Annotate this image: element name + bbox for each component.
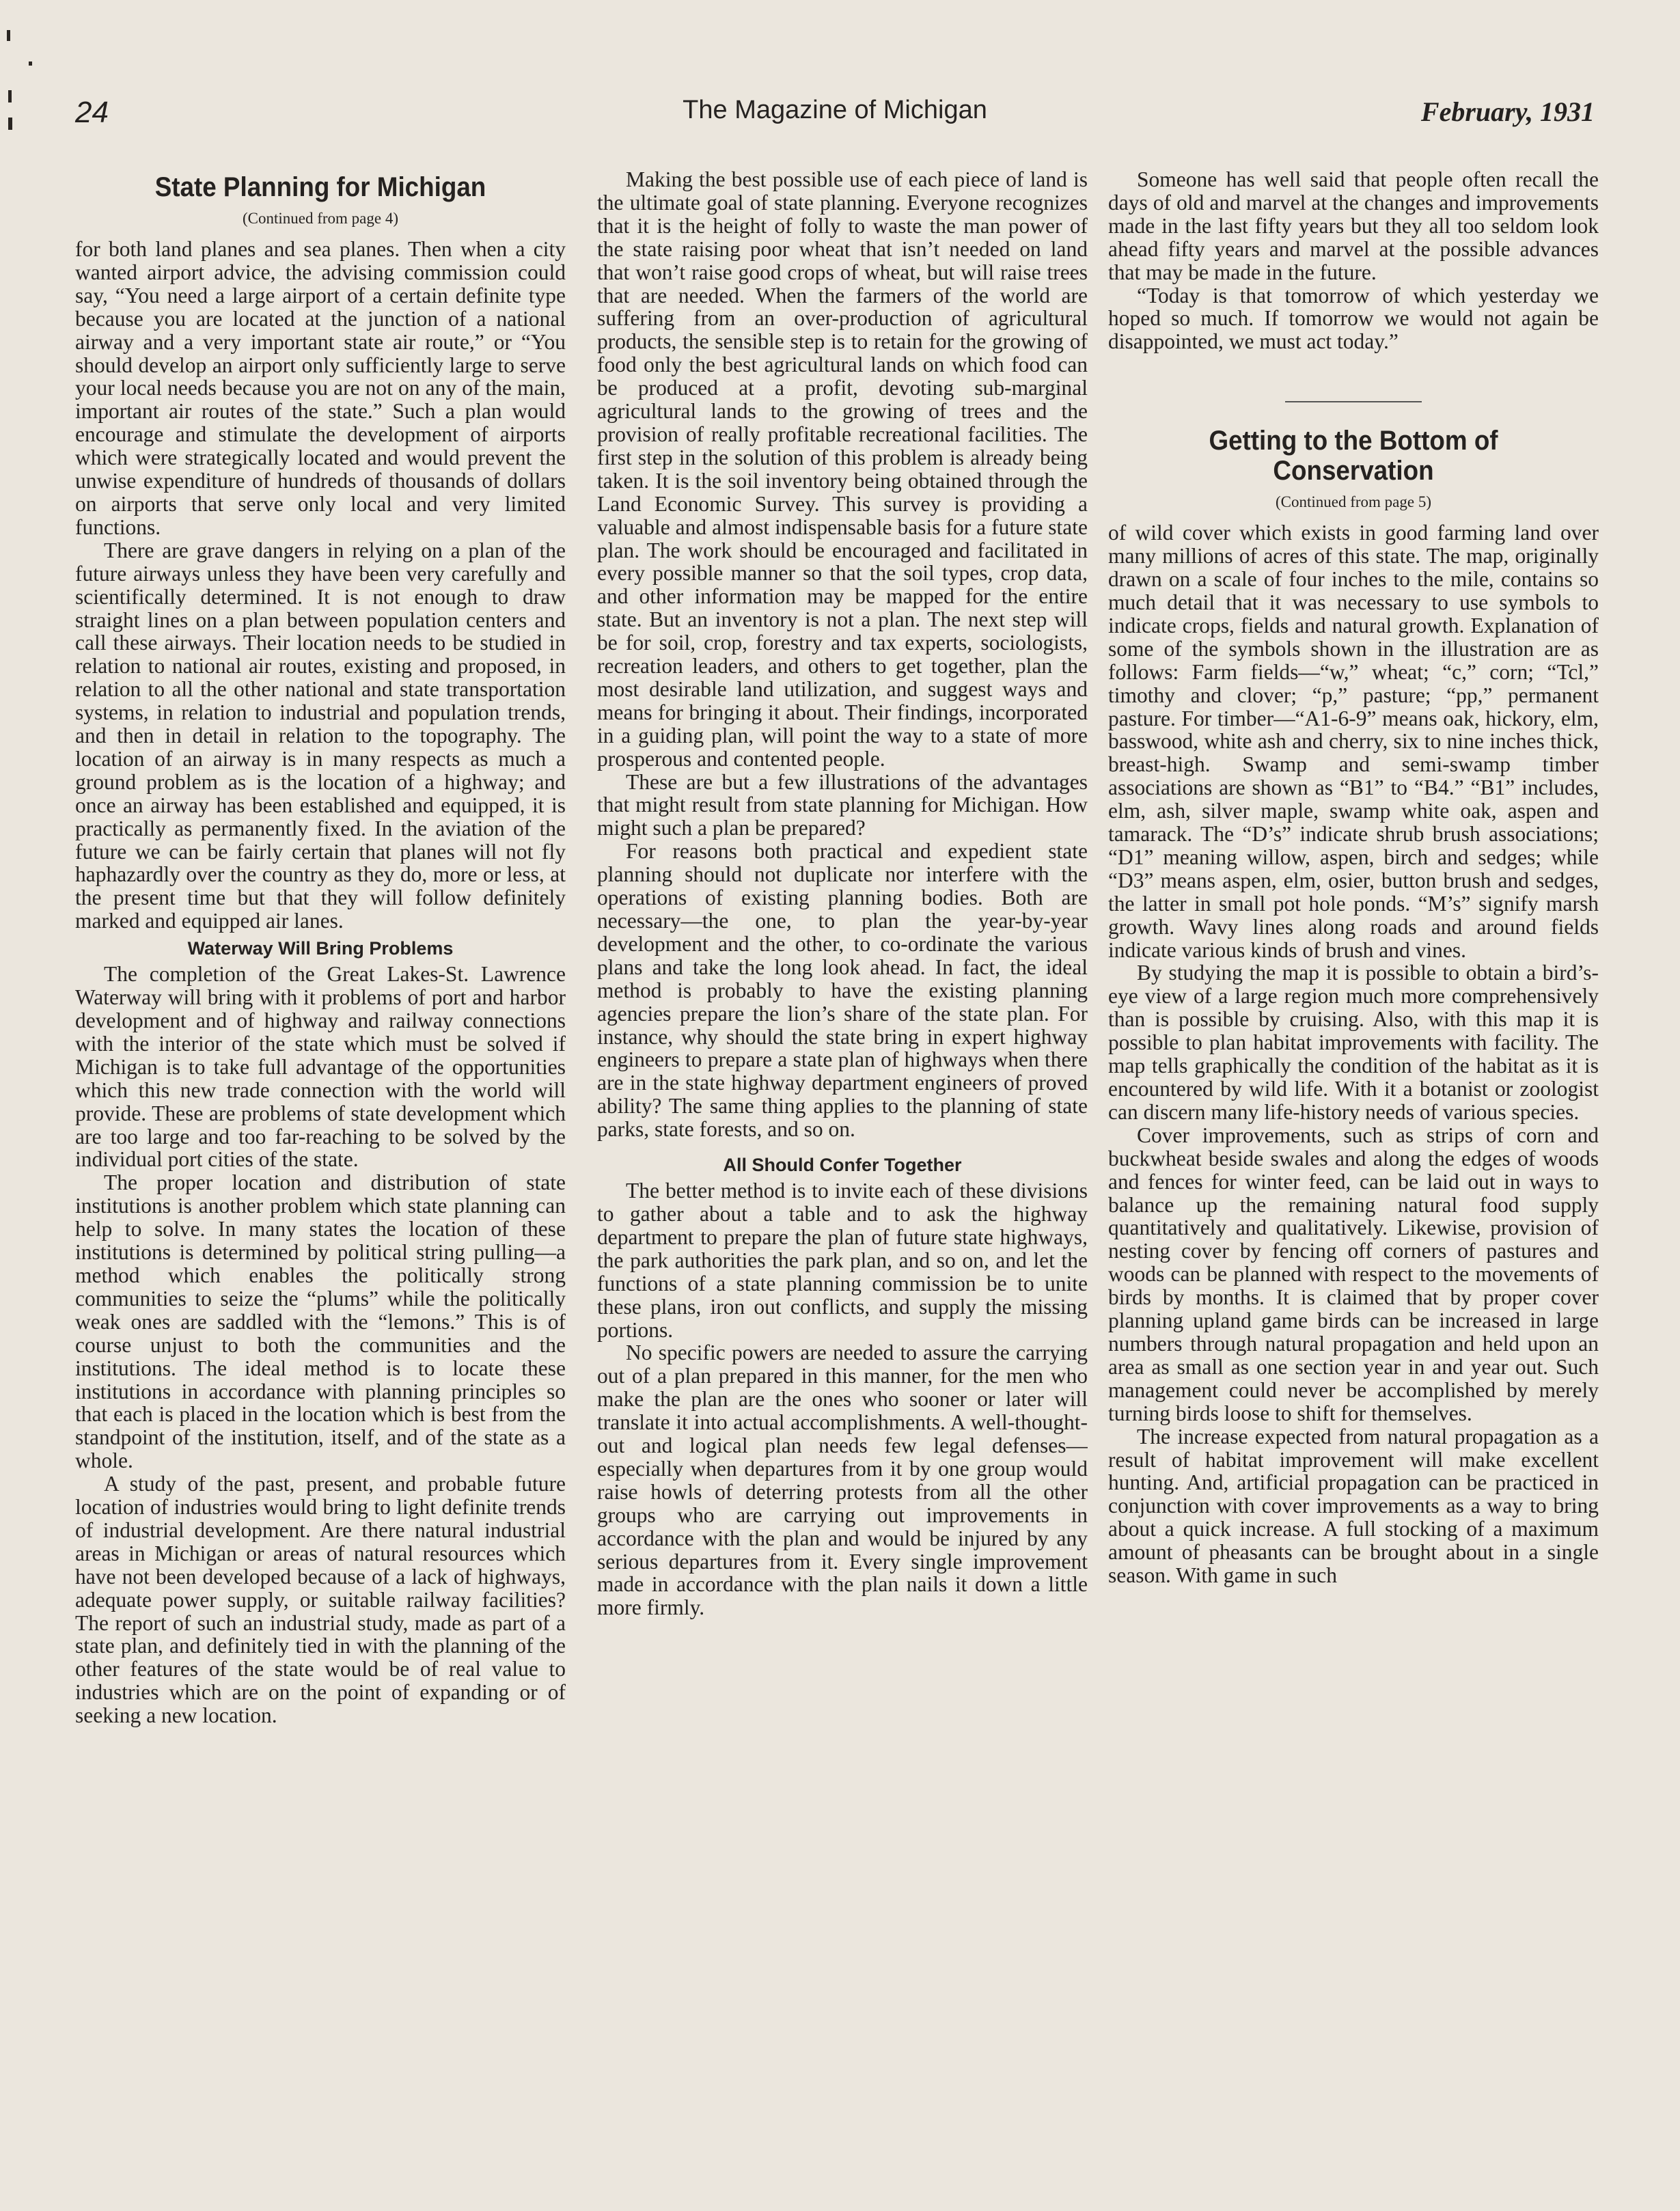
article-title: Getting to the Bottom of Conservation	[1209, 426, 1498, 486]
page-number: 24	[75, 96, 109, 129]
paragraph: Cover improvements, such as strips of corn and buckwheat beside swales and along the edges of woods and fences for winter feed, can be laid out in ways to balance up the remaining natural food supply quantitatively and qualitatively. Likewise, provision of nesting cover by fencing off corners of pastures and woods can be planned with respect to the movements of birds by months. It is claimed that by proper cover planning upland game birds can be increased in large numbers through natural propagation and held upon an area as small as one section year in and year out. Such management could never be accomplished by merely turning birds loose to shift for themselves.	[1108, 1123, 1599, 1425]
page-header	[75, 96, 1595, 143]
margin-mark-4	[8, 118, 12, 130]
column-2	[597, 168, 1088, 2136]
margin-mark-2	[29, 61, 32, 66]
magazine-title: The Magazine of Michigan	[683, 96, 987, 124]
paragraph: For reasons both practical and expedient state planning should not duplicate nor interfere with the operations of existing planning bodies. Both are necessary—the one, to plan the year-by-year development and the other, to co-ordinate the various plans and take the long look ahead. In fact, the ideal method is probably to have the existing planning agencies prepare the lion’s share of the state plan. For instance, why should the state bring in expert highway engineers to prepare a state plan of highways when there are in the state highway department engineers of proved ability? The same thing applies to the planning of state parks, state forests, and so on.	[597, 839, 1088, 1142]
margin-mark-3	[8, 90, 12, 102]
paragraph: The proper location and distribution of state institutions is another problem which state planning can help to solve. In many states the location of these institutions is determined by political string pulling—a method which enables the politically strong communities to seize the “plums” while the politically weak ones are saddled with the “lemons.” This is of course unjust to both the communities and the institutions. The ideal method is to locate these institutions in accordance with planning principles so that each is placed in the location which is best from the standpoint of the institution, itself, and of the state as a whole.	[75, 1170, 566, 1473]
paragraph: These are but a few illustrations of the advantages that might result from state planning for Michigan. How might such a plan be prepared?	[597, 769, 1088, 840]
continued-note: (Continued from page 4)	[242, 210, 399, 227]
paragraph: A study of the past, present, and probable future location of industries would bring to light definite trends of industrial development. Are there natural industrial areas in Michigan or areas of natural resources which have not been developed because of a lack of highways, adequate power supply, or suitable railway facilities? The report of such an industrial study, made as part of a state plan, and definitely tied in with the planning of the other features of the state would be of real value to industries which are on the point of expanding or of seeking a new location.	[75, 1472, 566, 1728]
column-3	[1108, 168, 1599, 2136]
paragraph: for both land planes and sea planes. Then when a city wanted airport advice, the advising commission could say, “You need a large airport of a certain definite type because you are located at the junction of a national airway and a very important state air route,” or “You should develop an airport only sufficiently large to serve your local needs because you are not on any of the main, important air routes of the state.” Such a plan would encourage and stimulate the development of airports which were strategically located and would prevent the unwise expenditure of hundreds of thousands of dollars on airports that serve only local and very limited functions.	[75, 237, 566, 539]
divider	[1285, 401, 1422, 402]
column-1	[75, 168, 566, 2136]
paragraph: By studying the map it is possible to obtain a bird’s-eye view of a large region much more comprehensively than is possible by cruising. Also, with this map it is possible to plan habitat improvements with facility. The map tells graphically the condition of the habitat as it is encountered by wild life. With it a botanist or zoologist can discern many life-history needs of various species.	[1108, 961, 1599, 1124]
paragraph: The better method is to invite each of these divisions to gather about a table and to ask the highway department to prepare the plan of future state highways, the park authorities the park plan, and so on, and let the functions of a state planning commission be to unite these plans, iron out conflicts, and supply the missing portions.	[597, 1179, 1088, 1342]
paragraph: Making the best possible use of each piece of land is the ultimate goal of state planning. Everyone recognizes that it is the height of folly to waste the man power of the state raising poor wheat that isn’t needed on land that won’t raise good crops of wheat, but will raise trees that are needed. When the farmers of the world are suffering from an over-production of agricultural products, the sensible step is to retain for the growing of food only the best agricultural lands on which food can be produced at a profit, devoting sub-marginal agricultural lands to the growing of trees and the provision of really profitable recreational facilities. The first step in the solution of this problem is already being taken. It is the soil inventory being obtained through the Land Economic Survey. This survey is providing a valuable and almost indispensable basis for a future state plan. The work should be encouraged and facilitated in every possible manner so that the soil types, crop data, and other information may be mapped for the entire state. But an inventory is not a plan. The next step will be for soil, crop, forestry and tax experts, sociologists, recreation leaders, and others to get together, plan the most desirable land utilization, and suggest ways and means for bringing it about. Their findings, incorporated in a guiding plan, will point the way to a state of more prosperous and contented people.	[597, 168, 1088, 771]
article-title: State Planning for Michigan	[154, 172, 486, 202]
issue-date: February, 1931	[1420, 96, 1595, 127]
paragraph: The increase expected from natural propagation as a result of habitat improvement will make excellent hunting. And, artificial propagation can be practiced in conjunction with cover improvements as a way to bring about a quick increase. A full stocking of a maximum amount of pheasants can be brought about in a single season. With game in such	[1108, 1424, 1599, 1588]
margin-mark-1	[7, 30, 10, 41]
paragraph: The completion of the Great Lakes-St. Lawrence Waterway will bring with it problems of port and harbor development and of highway and railway connections with the interior of the state which must be solved if Michigan is to take full advantage of the opportunities which this new trade connection with the world will provide. These are problems of state development which are too large and too far-reaching to be solved by the individual port cities of the state.	[75, 962, 566, 1172]
paragraph: There are grave dangers in relying on a plan of the future airways unless they have been very carefully and scientifically determined. It is not enough to draw straight lines on a plan between population centers and call these airways. Their location needs to be studied in relation to national air routes, existing and proposed, in relation to all the other national and state transportation systems, in relation to industrial and population trends, and then in detail in relation to the topography. The location of an airway is in many respects as much a ground problem as is the location of a highway; and once an airway has been established and equipped, it is practically as permanently fixed. In the aviation of the future we can be fairly certain that planes will not fly haphazardly over the country as they do, more or less, at the present time but that they will follow definitely marked and equipped air lanes.	[75, 538, 566, 933]
section-heading: Waterway Will Bring Problems	[187, 938, 454, 959]
paragraph: of wild cover which exists in good farming land over many millions of acres of this state. The map, originally drawn on a scale of four inches to the mile, contains so much detail that it was necessary to use symbols to indicate crops, fields and natural growth. Explanation of some of the symbols shown in the illustration are as follows: Farm fields—“w,” wheat; “c,” corn; “Tcl,” timothy and clover; “p,” pasture; “pp,” permanent pasture. For timber—“A1-6-9” means oak, hickory, elm, basswood, white ash and cherry, six to nine inches thick, breast-high. Swamp and semi-swamp timber associations are shown as “B1” to “B4.” “B1” includes, elm, ash, silver maple, swamp white oak, aspen and tamarack. The “D’s” indicate shrub brush associations; “D1” meaning willow, aspen, birch and sedges; while “D3” means aspen, elm, osier, button brush and sedges, the latter in small pot hole ponds. “M’s” signify marsh growth. Wavy lines along roads and around fields indicate various kinds of brush and vines.	[1108, 521, 1599, 962]
paragraph: Someone has well said that people often recall the days of old and marvel at the changes and improvements made in the last fifty years but they all too seldom look ahead fifty years and marvel at the possible advances that may be made in the future.	[1108, 168, 1599, 284]
section-heading: All Should Confer Together	[723, 1155, 962, 1176]
paragraph: “Today is that tomorrow of which yesterday we hoped so much. If tomorrow we would not again be disappointed, we must act today.”	[1108, 283, 1599, 354]
continued-note: (Continued from page 5)	[1275, 493, 1432, 511]
paragraph: No specific powers are needed to assure the carrying out of a plan prepared in this manner, for the men who make the plan are the ones who sooner or later will translate it into actual accomplishments. A well-thought-out and logical plan needs few legal defenses—especially when departures from it by one group would raise howls of deterring protests from all the other groups who are carrying out improvements in accordance with the plan and would be injured by any serious departures from it. Every single improvement made in accordance with the plan nails it down a little more firmly.	[597, 1341, 1088, 1620]
